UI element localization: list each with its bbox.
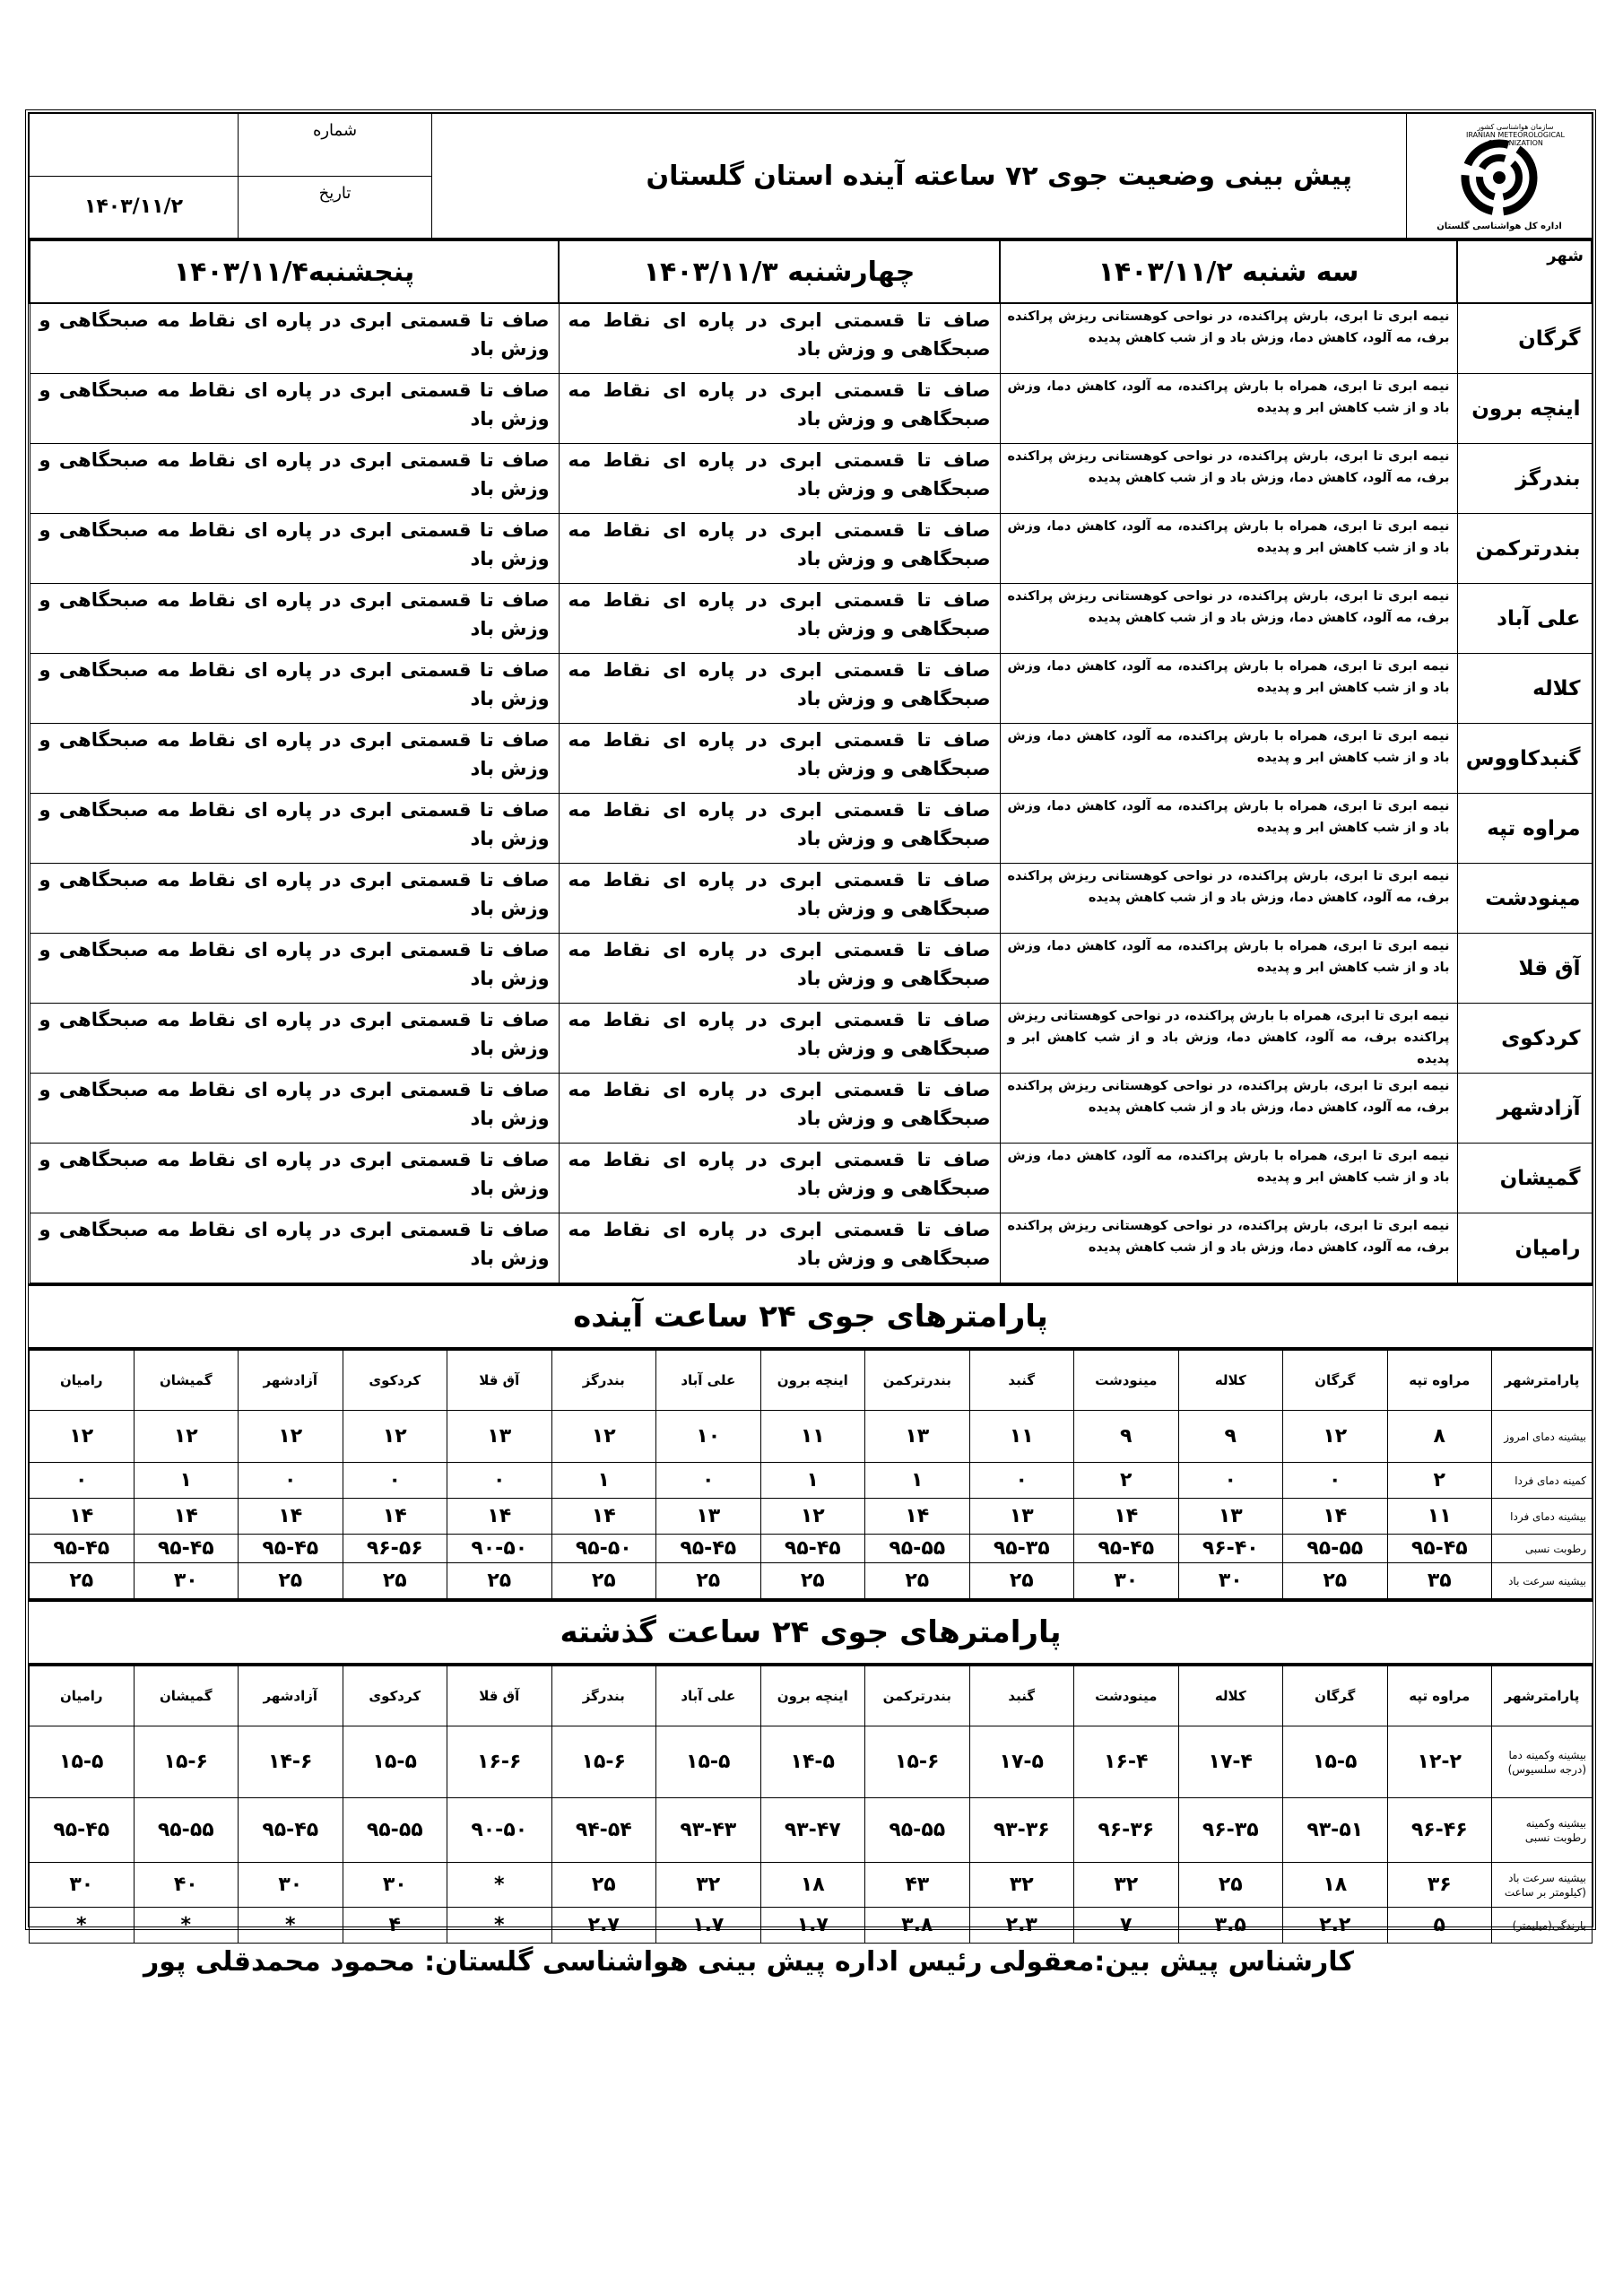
param-value: ۱۴ — [551, 1499, 656, 1535]
param-value: ۹۴-۵۴ — [551, 1798, 656, 1863]
param-value: ۱۸ — [760, 1863, 865, 1908]
param-value: ۱.۷ — [656, 1908, 761, 1944]
param-city-header: رامیان — [30, 1351, 135, 1411]
forecast-day2: صاف تا قسمتی ابری در پاره ای نقاط مه صبحگاهی و وزش باد — [559, 794, 1000, 864]
city-name: اینچه برون — [1457, 374, 1592, 444]
param-value: ۲۵ — [30, 1563, 135, 1599]
city-name: کردکوی — [1457, 1004, 1592, 1074]
forecast-day1: نیمه ابری تا ابری، بارش پراکنده، در نواحی کوهستانی ریزش پراکنده برف، مه آلود، کاهش دما، وزش باد و از شب کاهش پدیده — [1000, 864, 1457, 934]
param-value: ۹۶-۴۰ — [1178, 1535, 1283, 1563]
forecast-day2: صاف تا قسمتی ابری در پاره ای نقاط مه صبحگاهی و وزش باد — [559, 864, 1000, 934]
forecast-day1: نیمه ابری تا ابری، همراه با بارش پراکنده، مه آلود، کاهش دما، وزش باد و از شب کاهش ابر و پدیده — [1000, 374, 1457, 444]
param-value: ۹۰-۵۰ — [447, 1535, 552, 1563]
param-value: ۹۳-۳۶ — [969, 1798, 1074, 1863]
forecast-row — [30, 1213, 1592, 1283]
param-value: ۲۵ — [239, 1563, 343, 1599]
param-value: ۰ — [30, 1463, 135, 1499]
forecast-day2: صاف تا قسمتی ابری در پاره ای نقاط مه صبحگاهی و وزش باد — [559, 724, 1000, 794]
param-city-header: اینچه برون — [760, 1351, 865, 1411]
forecast-day3: صاف تا قسمتی ابری در پاره ای نقاط مه صبحگاهی و وزش باد — [30, 794, 559, 864]
forecast-row — [30, 514, 1592, 584]
param-value: ۹۵-۴۵ — [134, 1535, 239, 1563]
param-value: ۹۵-۴۵ — [239, 1798, 343, 1863]
city-name: آق قلا — [1457, 934, 1592, 1004]
forecast-day2: صاف تا قسمتی ابری در پاره ای نقاط مه صبحگاهی و وزش باد — [559, 584, 1000, 654]
param-value: ۱۳ — [447, 1411, 552, 1463]
param-value: ۱۴ — [865, 1499, 970, 1535]
param-value: ۱۳ — [1178, 1499, 1283, 1535]
param-value: ۹۵-۴۵ — [1387, 1535, 1492, 1563]
param-value: ۹۵-۵۵ — [134, 1798, 239, 1863]
param-value: ۲ — [1074, 1463, 1179, 1499]
city-name: مراوه تپه — [1457, 794, 1592, 864]
forecast-day1: نیمه ابری تا ابری، همراه با بارش پراکنده، مه آلود، کاهش دما، وزش باد و از شب کاهش ابر و پدیده — [1000, 934, 1457, 1004]
param-value: ۱۲ — [239, 1411, 343, 1463]
param-city-header: علی آباد — [656, 1351, 761, 1411]
day-header: سه شنبه ۱۴۰۳/۱۱/۲ — [1000, 240, 1457, 304]
param-value: ۰ — [343, 1463, 447, 1499]
param-value: ۹۵-۴۵ — [656, 1535, 761, 1563]
param-row — [30, 1499, 1593, 1535]
param-header-row — [30, 1666, 1593, 1726]
forecast-day1: نیمه ابری تا ابری، بارش پراکنده، در نواحی کوهستانی ریزش پراکنده برف، مه آلود، کاهش دما، وزش باد و از شب کاهش پدیده — [1000, 1213, 1457, 1283]
param-value: ۳۲ — [1074, 1863, 1179, 1908]
footer — [143, 1946, 1354, 1978]
param-value: ۹۳-۵۱ — [1283, 1798, 1388, 1863]
param-value: ۳۲ — [656, 1863, 761, 1908]
param-value: ۲.۲ — [1283, 1908, 1388, 1944]
param-value: ۱۵-۶ — [551, 1726, 656, 1798]
past24-table — [29, 1665, 1593, 1944]
param-value: ۲۵ — [551, 1863, 656, 1908]
param-row-label: بیشینه دمای امروز — [1492, 1411, 1593, 1463]
param-row-label: بیشینه سرعت باد — [1492, 1563, 1593, 1599]
forecast-day1: نیمه ابری تا ابری، همراه با بارش پراکنده، مه آلود، کاهش دما، وزش باد و از شب کاهش ابر و پدیده — [1000, 794, 1457, 864]
param-value: ۱۱ — [760, 1411, 865, 1463]
forecast-day1: نیمه ابری تا ابری، بارش پراکنده، در نواحی کوهستانی ریزش پراکنده برف، مه آلود، کاهش دما، وزش باد و از شب کاهش پدیده — [1000, 444, 1457, 514]
param-row — [30, 1798, 1593, 1863]
param-value: ۱۲ — [343, 1411, 447, 1463]
param-city-header: آق قلا — [447, 1666, 552, 1726]
forecast-table — [29, 239, 1593, 1283]
param-row — [30, 1463, 1593, 1499]
param-value: ۱ — [134, 1463, 239, 1499]
param-value: ۹۵-۵۰ — [551, 1535, 656, 1563]
param-city-header: گرگان — [1283, 1666, 1388, 1726]
param-value: ۹۵-۵۵ — [865, 1798, 970, 1863]
param-value: ۲.۳ — [969, 1908, 1074, 1944]
city-name: بندرگز — [1457, 444, 1592, 514]
param-value: ۱۴ — [343, 1499, 447, 1535]
param-value: ۱۱ — [969, 1411, 1074, 1463]
param-value: ۱۵-۵ — [343, 1726, 447, 1798]
city-column-header: شهر — [1457, 240, 1592, 304]
param-value: ۳۰ — [1074, 1563, 1179, 1599]
document-page — [25, 109, 1596, 1936]
param-row-label: رطوبت نسبی — [1492, 1535, 1593, 1563]
param-value: ۱ — [760, 1463, 865, 1499]
param-city-header: گنبد — [969, 1351, 1074, 1411]
param-value: ۹۵-۵۵ — [343, 1798, 447, 1863]
param-value: ۳۰ — [1178, 1563, 1283, 1599]
forecast-day2: صاف تا قسمتی ابری در پاره ای نقاط مه صبحگاهی و وزش باد — [559, 654, 1000, 724]
param-value: ۹۰-۵۰ — [447, 1798, 552, 1863]
document-title: پیش بینی وضعیت جوی ۷۲ ساعته آینده استان گلستان — [432, 114, 1407, 239]
param-row-label: بارندگی(میلیمتر) — [1492, 1908, 1593, 1944]
param-value: ۳۰ — [239, 1863, 343, 1908]
date-value: ۱۴۰۳/۱۱/۲ — [30, 176, 239, 239]
param-city-header: آزادشهر — [239, 1666, 343, 1726]
forecaster-signature: کارشناس پیش بین:معقولی — [988, 1946, 1354, 1978]
forecast-row — [30, 584, 1592, 654]
city-name: رامیان — [1457, 1213, 1592, 1283]
forecast-day1: نیمه ابری تا ابری، همراه با بارش پراکنده، در نواحی کوهستانی ریزش پراکنده برف، مه آلود، کاهش دما، وزش باد و از شب کاهش ابر و پدیده — [1000, 1004, 1457, 1074]
org-emblem-text: سازمان هواشناسی کشور IRANIAN METEOROLOGICAL ORGANIZATION — [1465, 123, 1565, 147]
param-value: ۱۸ — [1283, 1863, 1388, 1908]
param-city-header: مراوه تپه — [1387, 1351, 1492, 1411]
param-value: ۰ — [447, 1463, 552, 1499]
forecast-day2: صاف تا قسمتی ابری در پاره ای نقاط مه صبحگاهی و وزش باد — [559, 1074, 1000, 1144]
param-value: ۲.۷ — [551, 1908, 656, 1944]
param-value: ۱۲ — [30, 1411, 135, 1463]
param-value: ۱۴ — [239, 1499, 343, 1535]
forecast-day2: صاف تا قسمتی ابری در پاره ای نقاط مه صبحگاهی و وزش باد — [559, 1144, 1000, 1213]
param-value: ۳.۵ — [1178, 1908, 1283, 1944]
number-label: شماره — [239, 114, 432, 177]
param-value: ۳۰ — [134, 1563, 239, 1599]
forecast-day3: صاف تا قسمتی ابری در پاره ای نقاط مه صبحگاهی و وزش باد — [30, 1004, 559, 1074]
forecast-day1: نیمه ابری تا ابری، همراه با بارش پراکنده، مه آلود، کاهش دما، وزش باد و از شب کاهش ابر و پدیده — [1000, 654, 1457, 724]
param-value: * — [447, 1908, 552, 1944]
param-value: * — [239, 1908, 343, 1944]
param-value: * — [30, 1908, 135, 1944]
param-value: ۱۰ — [656, 1411, 761, 1463]
forecast-day1: نیمه ابری تا ابری، بارش پراکنده، در نواحی کوهستانی ریزش پراکنده برف، مه آلود، کاهش دما، وزش باد و از شب کاهش پدیده — [1000, 1074, 1457, 1144]
param-city-header: کردکوی — [343, 1351, 447, 1411]
forecast-day2: صاف تا قسمتی ابری در پاره ای نقاط مه صبحگاهی و وزش باد — [559, 374, 1000, 444]
param-value: ۳۲ — [969, 1863, 1074, 1908]
param-row — [30, 1563, 1593, 1599]
param-value: ۱۷-۴ — [1178, 1726, 1283, 1798]
logo-cell — [1407, 114, 1593, 239]
forecast-day3: صاف تا قسمتی ابری در پاره ای نقاط مه صبحگاهی و وزش باد — [30, 584, 559, 654]
param-value: ۴۳ — [865, 1863, 970, 1908]
param-value: ۲۵ — [1178, 1863, 1283, 1908]
param-value: ۲ — [1387, 1463, 1492, 1499]
forecast-row — [30, 654, 1592, 724]
forecast-day2: صاف تا قسمتی ابری در پاره ای نقاط مه صبحگاهی و وزش باد — [559, 1004, 1000, 1074]
forecast-row — [30, 934, 1592, 1004]
city-name: کلاله — [1457, 654, 1592, 724]
param-city-header: آق قلا — [447, 1351, 552, 1411]
param-row — [30, 1908, 1593, 1944]
param-value: ۹۳-۴۷ — [760, 1798, 865, 1863]
next24-table — [29, 1350, 1593, 1599]
param-value: ۰ — [969, 1463, 1074, 1499]
date-label: تاریخ — [239, 176, 432, 239]
param-value: ۹۶-۳۵ — [1178, 1798, 1283, 1863]
param-value: ۹۶-۳۶ — [1074, 1798, 1179, 1863]
day-header: پنجشنبه۱۴۰۳/۱۱/۴ — [30, 240, 559, 304]
param-value: ۵ — [1387, 1908, 1492, 1944]
forecast-day3: صاف تا قسمتی ابری در پاره ای نقاط مه صبحگاهی و وزش باد — [30, 1144, 559, 1213]
param-value: * — [447, 1863, 552, 1908]
param-value: ۹۵-۵۵ — [865, 1535, 970, 1563]
city-name: گنبدکاووس — [1457, 724, 1592, 794]
param-value: * — [134, 1908, 239, 1944]
forecast-day1: نیمه ابری تا ابری، بارش پراکنده، در نواحی کوهستانی ریزش پراکنده برف، مه آلود، کاهش دما، وزش باد و از شب کاهش پدیده — [1000, 584, 1457, 654]
param-value: ۰ — [656, 1463, 761, 1499]
meteorological-logo-icon — [1445, 137, 1553, 218]
param-value: ۱ — [865, 1463, 970, 1499]
param-value: ۱۲ — [1283, 1411, 1388, 1463]
param-value: ۱۵-۵ — [30, 1726, 135, 1798]
forecast-row — [30, 303, 1592, 374]
param-city-header: بندرگز — [551, 1351, 656, 1411]
forecast-row — [30, 1144, 1592, 1213]
param-value: ۰ — [1283, 1463, 1388, 1499]
param-city-header: آزادشهر — [239, 1351, 343, 1411]
param-value: ۳.۸ — [865, 1908, 970, 1944]
param-value: ۲۵ — [1283, 1563, 1388, 1599]
forecast-row — [30, 1074, 1592, 1144]
header-table — [29, 113, 1593, 239]
forecast-row — [30, 444, 1592, 514]
forecast-day2: صاف تا قسمتی ابری در پاره ای نقاط مه صبحگاهی و وزش باد — [559, 444, 1000, 514]
param-value: ۱۲ — [551, 1411, 656, 1463]
org-name: اداره کل هواشناسی گلستان — [1436, 221, 1562, 231]
param-value: ۹۵-۴۵ — [30, 1798, 135, 1863]
city-name: گرگان — [1457, 303, 1592, 374]
param-value: ۹۵-۴۵ — [760, 1535, 865, 1563]
param-value: ۱۵-۵ — [1283, 1726, 1388, 1798]
param-value: ۱۶-۴ — [1074, 1726, 1179, 1798]
forecast-day3: صاف تا قسمتی ابری در پاره ای نقاط مه صبحگاهی و وزش باد — [30, 374, 559, 444]
city-name: مینودشت — [1457, 864, 1592, 934]
param-value: ۱۳ — [969, 1499, 1074, 1535]
param-row — [30, 1726, 1593, 1798]
forecast-row — [30, 374, 1592, 444]
city-name: آزادشهر — [1457, 1074, 1592, 1144]
forecast-row — [30, 794, 1592, 864]
param-city-header: بندرترکمن — [865, 1351, 970, 1411]
param-value: ۲۵ — [760, 1563, 865, 1599]
param-header-row — [30, 1351, 1593, 1411]
param-value: ۲۵ — [447, 1563, 552, 1599]
forecast-day1: نیمه ابری تا ابری، همراه با بارش پراکنده، مه آلود، کاهش دما، وزش باد و از شب کاهش ابر و پدیده — [1000, 724, 1457, 794]
param-city-header: علی آباد — [656, 1666, 761, 1726]
param-city-header: کلاله — [1178, 1351, 1283, 1411]
param-value: ۱۲ — [760, 1499, 865, 1535]
param-value: ۱۵-۶ — [865, 1726, 970, 1798]
forecast-day1: نیمه ابری تا ابری، همراه با بارش پراکنده، مه آلود، کاهش دما، وزش باد و از شب کاهش ابر و پدیده — [1000, 1144, 1457, 1213]
forecast-day3: صاف تا قسمتی ابری در پاره ای نقاط مه صبحگاهی و وزش باد — [30, 1213, 559, 1283]
param-row-label: بیشینه وکمینه رطوبت نسبی — [1492, 1798, 1593, 1863]
param-city-header: بندرترکمن — [865, 1666, 970, 1726]
param-corner-header: پارامترشهر — [1492, 1351, 1593, 1411]
param-value: ۱۵-۶ — [134, 1726, 239, 1798]
param-value: ۳۰ — [343, 1863, 447, 1908]
param-value: ۱۲-۲ — [1387, 1726, 1492, 1798]
param-value: ۹۵-۴۵ — [30, 1535, 135, 1563]
param-value: ۲۵ — [865, 1563, 970, 1599]
param-city-header: کردکوی — [343, 1666, 447, 1726]
param-value: ۰ — [1178, 1463, 1283, 1499]
param-value: ۹ — [1178, 1411, 1283, 1463]
forecast-day2: صاف تا قسمتی ابری در پاره ای نقاط مه صبحگاهی و وزش باد — [559, 934, 1000, 1004]
param-city-header: مینودشت — [1074, 1666, 1179, 1726]
city-name: گمیشان — [1457, 1144, 1592, 1213]
forecast-day1: نیمه ابری تا ابری، همراه با بارش پراکنده، مه آلود، کاهش دما، وزش باد و از شب کاهش ابر و پدیده — [1000, 514, 1457, 584]
param-value: ۰ — [239, 1463, 343, 1499]
param-value: ۱۱ — [1387, 1499, 1492, 1535]
param-value: ۲۵ — [969, 1563, 1074, 1599]
param-value: ۹ — [1074, 1411, 1179, 1463]
forecast-row — [30, 864, 1592, 934]
forecast-day3: صاف تا قسمتی ابری در پاره ای نقاط مه صبحگاهی و وزش باد — [30, 444, 559, 514]
param-value: ۹۳-۴۳ — [656, 1798, 761, 1863]
day-header: چهارشنبه ۱۴۰۳/۱۱/۳ — [559, 240, 1000, 304]
city-name: علی آباد — [1457, 584, 1592, 654]
forecast-day3: صاف تا قسمتی ابری در پاره ای نقاط مه صبحگاهی و وزش باد — [30, 303, 559, 374]
param-value: ۹۶-۴۶ — [1387, 1798, 1492, 1863]
param-city-header: رامیان — [30, 1666, 135, 1726]
param-city-header: بندرگز — [551, 1666, 656, 1726]
param-value: ۱۴-۵ — [760, 1726, 865, 1798]
param-city-header: گمیشان — [134, 1351, 239, 1411]
param-value: ۱۵-۵ — [656, 1726, 761, 1798]
head-signature: رئیس اداره پیش بینی هواشناسی گلستان: محمود محمدقلی پور — [143, 1946, 983, 1978]
param-row — [30, 1411, 1593, 1463]
param-value: ۹۵-۵۵ — [1283, 1535, 1388, 1563]
forecast-row — [30, 1004, 1592, 1074]
param-value: ۲۵ — [551, 1563, 656, 1599]
param-value: ۱۶-۶ — [447, 1726, 552, 1798]
param-value: ۳۰ — [30, 1863, 135, 1908]
param-value: ۹۵-۴۵ — [1074, 1535, 1179, 1563]
param-value: ۲۵ — [343, 1563, 447, 1599]
param-value: ۱۴ — [1283, 1499, 1388, 1535]
past24-title: پارامترهای جوی ۲۴ ساعت گذشته — [29, 1599, 1593, 1665]
param-value: ۹۶-۵۶ — [343, 1535, 447, 1563]
forecast-day2: صاف تا قسمتی ابری در پاره ای نقاط مه صبحگاهی و وزش باد — [559, 1213, 1000, 1283]
param-value: ۱۲ — [134, 1411, 239, 1463]
param-value: ۴ — [343, 1908, 447, 1944]
forecast-row — [30, 724, 1592, 794]
param-city-header: گمیشان — [134, 1666, 239, 1726]
param-value: ۹۵-۳۵ — [969, 1535, 1074, 1563]
forecast-day2: صاف تا قسمتی ابری در پاره ای نقاط مه صبحگاهی و وزش باد — [559, 303, 1000, 374]
param-value: ۳۶ — [1387, 1863, 1492, 1908]
param-value: ۴۰ — [134, 1863, 239, 1908]
param-city-header: گرگان — [1283, 1351, 1388, 1411]
param-row — [30, 1535, 1593, 1563]
param-city-header: مراوه تپه — [1387, 1666, 1492, 1726]
number-value — [30, 114, 239, 177]
forecast-day3: صاف تا قسمتی ابری در پاره ای نقاط مه صبحگاهی و وزش باد — [30, 1074, 559, 1144]
forecast-day3: صاف تا قسمتی ابری در پاره ای نقاط مه صبحگاهی و وزش باد — [30, 514, 559, 584]
param-value: ۱۴ — [447, 1499, 552, 1535]
param-value: ۳۵ — [1387, 1563, 1492, 1599]
param-city-header: اینچه برون — [760, 1666, 865, 1726]
forecast-day1: نیمه ابری تا ابری، بارش پراکنده، در نواحی کوهستانی ریزش پراکنده برف، مه آلود، کاهش دما، وزش باد و از شب کاهش پدیده — [1000, 303, 1457, 374]
param-value: ۱۴ — [1074, 1499, 1179, 1535]
param-row-label: کمینه دمای فردا — [1492, 1463, 1593, 1499]
param-value: ۸ — [1387, 1411, 1492, 1463]
param-value: ۱۳ — [656, 1499, 761, 1535]
param-value: ۱ — [551, 1463, 656, 1499]
param-value: ۲۵ — [656, 1563, 761, 1599]
param-value: ۱۷-۵ — [969, 1726, 1074, 1798]
forecast-day3: صاف تا قسمتی ابری در پاره ای نقاط مه صبحگاهی و وزش باد — [30, 654, 559, 724]
param-value: ۱۴-۶ — [239, 1726, 343, 1798]
forecast-day2: صاف تا قسمتی ابری در پاره ای نقاط مه صبحگاهی و وزش باد — [559, 514, 1000, 584]
forecast-day3: صاف تا قسمتی ابری در پاره ای نقاط مه صبحگاهی و وزش باد — [30, 724, 559, 794]
next24-title: پارامترهای جوی ۲۴ ساعت آینده — [29, 1283, 1593, 1350]
city-name: بندرترکمن — [1457, 514, 1592, 584]
param-value: ۱۳ — [865, 1411, 970, 1463]
param-city-header: گنبد — [969, 1666, 1074, 1726]
param-value: ۱۴ — [30, 1499, 135, 1535]
forecast-day3: صاف تا قسمتی ابری در پاره ای نقاط مه صبحگاهی و وزش باد — [30, 934, 559, 1004]
param-value: ۱۴ — [134, 1499, 239, 1535]
param-corner-header: پارامترشهر — [1492, 1666, 1593, 1726]
param-row — [30, 1863, 1593, 1908]
param-row-label: بیشینه دمای فردا — [1492, 1499, 1593, 1535]
param-row-label: بیشینه وکمینه دما (درجه سلسیوس) — [1492, 1726, 1593, 1798]
param-value: ۹۵-۴۵ — [239, 1535, 343, 1563]
param-city-header: مینودشت — [1074, 1351, 1179, 1411]
param-value: ۷ — [1074, 1908, 1179, 1944]
param-row-label: بیشینه سرعت باد (کیلومتر بر ساعت — [1492, 1863, 1593, 1908]
param-value: ۱.۷ — [760, 1908, 865, 1944]
forecast-day3: صاف تا قسمتی ابری در پاره ای نقاط مه صبحگاهی و وزش باد — [30, 864, 559, 934]
param-city-header: کلاله — [1178, 1666, 1283, 1726]
